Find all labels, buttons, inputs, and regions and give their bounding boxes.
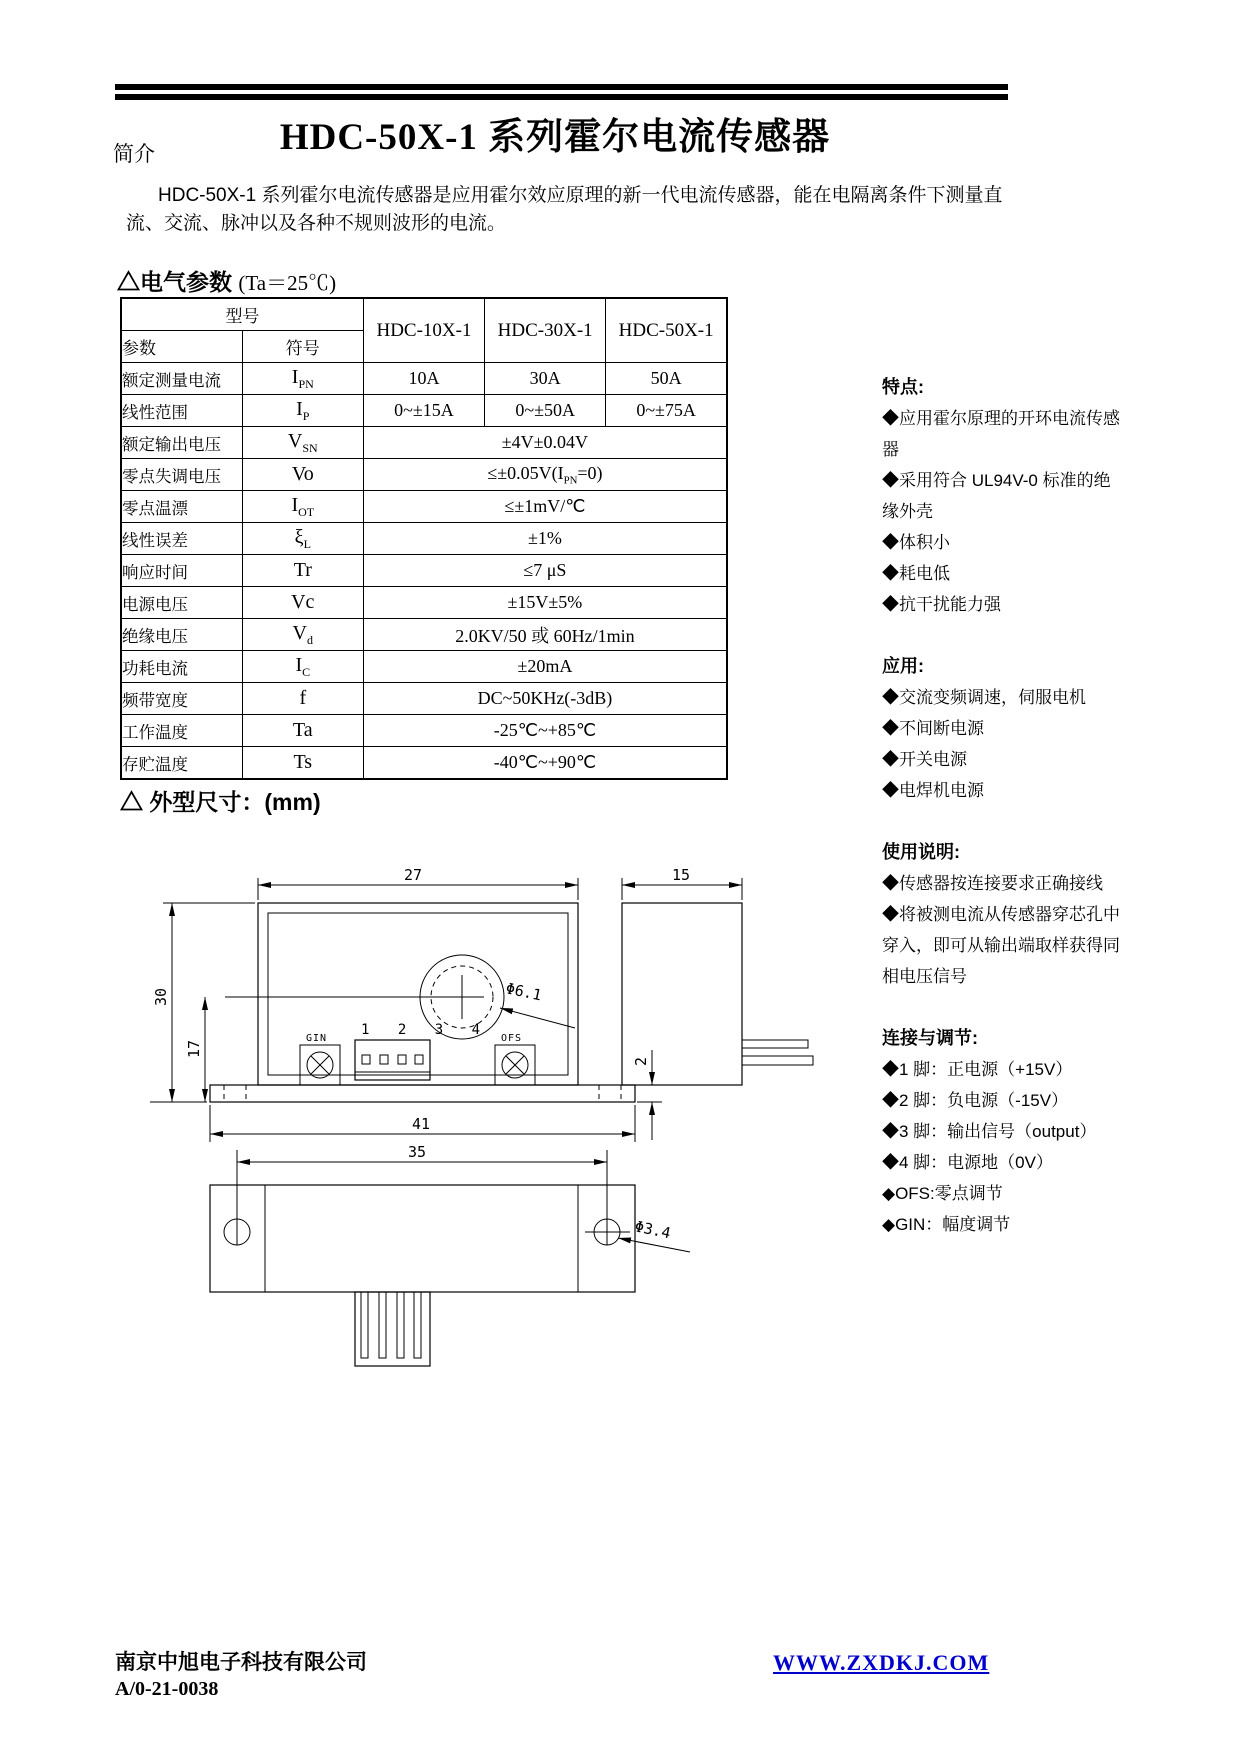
list-item: ◆OFS:零点调节 [882, 1184, 1003, 1203]
connection-section [882, 1023, 1124, 1240]
front-view [150, 866, 662, 1142]
param-name: 存贮温度 [121, 747, 242, 780]
applications-heading: 应用: [882, 656, 924, 676]
param-value: 10A [363, 363, 484, 395]
param-row [121, 587, 727, 619]
side-width-label: 15 [672, 866, 691, 884]
list-item: ◆电焊机电源 [882, 781, 984, 800]
corner-symbol-label: 符号 [242, 331, 363, 363]
param-value: ≤±1mV/℃ [363, 491, 727, 523]
param-value: 50A [606, 363, 727, 395]
param-symbol: f [242, 683, 363, 715]
param-name: 线性范围 [121, 395, 242, 427]
param-row [121, 459, 727, 491]
features-section [882, 372, 1124, 620]
corner-model-label: 型号 [121, 298, 363, 331]
param-symbol: $I_P$ [242, 395, 363, 427]
param-row [121, 715, 727, 747]
param-symbol: $I_{PN}$ [242, 363, 363, 395]
usage-section [882, 837, 1124, 992]
list-item: ◆1 脚：正电源（+15V） [882, 1060, 1073, 1079]
outline-dimensions-heading: △ 外型尺寸：(mm) [120, 789, 321, 815]
website-link[interactable]: WWW.ZXDKJ.COM [773, 1650, 990, 1675]
param-value: 0~±15A [363, 395, 484, 427]
pin-height-label: 17 [185, 1039, 203, 1058]
param-symbol: Ta [242, 715, 363, 747]
double-rule [115, 84, 1008, 100]
param-value: -25℃~+85℃ [363, 715, 727, 747]
bottom-view [210, 1143, 690, 1366]
connection-heading: 连接与调节: [882, 1028, 978, 1048]
param-row [121, 363, 727, 395]
param-symbol: $I_C$ [242, 651, 363, 683]
front-height-label: 30 [152, 987, 170, 1006]
list-item: ◆体积小 [882, 533, 950, 552]
param-value: 30A [485, 363, 606, 395]
param-symbol: $\xi_L$ [242, 523, 363, 555]
param-name: 额定测量电流 [121, 363, 242, 395]
param-symbol: Tr [242, 555, 363, 587]
side-view [622, 866, 813, 1085]
table-header-row-1 [121, 298, 727, 331]
features-list [882, 403, 1124, 620]
list-item: ◆应用霍尔原理的开环电流传感器 [882, 409, 1120, 459]
param-value: 2.0KV/50 或 60Hz/1min [363, 619, 727, 651]
flange-thickness-label: 2 [632, 1056, 650, 1066]
usage-list [882, 868, 1124, 992]
pin-numbers-label: 1 2 3 4 [361, 1022, 491, 1038]
applications-list [882, 682, 1124, 806]
model-column-header: HDC-50X-1 [606, 298, 727, 363]
page-title: HDC-50X-1 系列霍尔电流传感器 [279, 117, 831, 158]
list-item: ◆抗干扰能力强 [882, 595, 1001, 614]
sidebar [882, 372, 1124, 1271]
list-item: ◆传感器按连接要求正确接线 [882, 874, 1103, 893]
param-symbol: $I_{OT}$ [242, 491, 363, 523]
list-item: ◆耗电低 [882, 564, 950, 583]
param-symbol: $V_d$ [242, 619, 363, 651]
connection-list [882, 1054, 1124, 1240]
param-value: -40℃~+90℃ [363, 747, 727, 780]
param-row [121, 683, 727, 715]
param-value: ±1% [363, 523, 727, 555]
param-symbol: Vc [242, 587, 363, 619]
param-row [121, 491, 727, 523]
param-name: 零点温漂 [121, 491, 242, 523]
list-item: ◆2 脚：负电源（-15V） [882, 1091, 1069, 1110]
list-item: ◆4 脚：电源地（0V） [882, 1153, 1053, 1172]
param-row [121, 619, 727, 651]
param-name: 工作温度 [121, 715, 242, 747]
param-name: 响应时间 [121, 555, 242, 587]
param-row [121, 651, 727, 683]
intro-paragraph: HDC-50X-1 系列霍尔电流传感器是应用霍尔效应原理的新一代电流传感器，能在电隔离条件下测量直流、交流、脉冲以及各种不规则波形的电流。 [126, 185, 1003, 234]
outline-drawing [140, 860, 830, 1380]
param-row [121, 427, 727, 459]
document-number: A/0-21-0038 [115, 1678, 219, 1700]
mount-hole-diameter-label: Φ3.4 [633, 1217, 673, 1243]
param-value: DC~50KHz(-3dB) [363, 683, 727, 715]
list-item: ◆采用符合 UL94V-0 标准的绝缘外壳 [882, 471, 1111, 521]
param-value: $\le\pm 0.05V(I_{PN}=0)$ [363, 459, 727, 491]
intro-label: 简介 [113, 143, 155, 166]
list-item: ◆将被测电流从传感器穿芯孔中穿入，即可从输出端取样获得同相电压信号 [882, 905, 1120, 986]
front-width-label: 27 [404, 866, 423, 884]
param-name: 额定输出电压 [121, 427, 242, 459]
param-row [121, 395, 727, 427]
list-item: ◆不间断电源 [882, 719, 984, 738]
gin-label: GIN [306, 1033, 328, 1044]
param-name: 电源电压 [121, 587, 242, 619]
params-heading-condition: (Ta＝25℃) [238, 271, 337, 295]
param-value: ±15V±5% [363, 587, 727, 619]
hole-diameter-label: Φ6.1 [504, 979, 544, 1005]
electrical-params-heading [117, 264, 336, 297]
list-item: ◆开关电源 [882, 750, 967, 769]
param-value: ±4V±0.04V [363, 427, 727, 459]
param-symbol: Ts [242, 747, 363, 780]
list-item: ◆GIN：幅度调节 [882, 1215, 1011, 1234]
mount-span-label: 35 [408, 1143, 427, 1161]
model-column-header: HDC-10X-1 [363, 298, 484, 363]
list-item: ◆3 脚：输出信号（output） [882, 1122, 1097, 1141]
applications-section [882, 651, 1124, 806]
param-name: 频带宽度 [121, 683, 242, 715]
param-value: ±20mA [363, 651, 727, 683]
ofs-label: OFS [501, 1033, 523, 1044]
param-symbol: $V_{SN}$ [242, 427, 363, 459]
electrical-params-table [120, 297, 728, 780]
param-symbol: Vo [242, 459, 363, 491]
list-item: ◆交流变频调速，伺服电机 [882, 688, 1086, 707]
params-table-body [121, 298, 727, 779]
params-heading-title: △电气参数 [117, 269, 232, 295]
param-row [121, 523, 727, 555]
param-row [121, 555, 727, 587]
param-value: 0~±75A [606, 395, 727, 427]
param-name: 线性误差 [121, 523, 242, 555]
company-name: 南京中旭电子科技有限公司 [115, 1651, 367, 1674]
corner-param-label: 参数 [121, 331, 242, 363]
param-value: ≤7 μS [363, 555, 727, 587]
param-name: 绝缘电压 [121, 619, 242, 651]
base-width-label: 41 [412, 1115, 431, 1133]
usage-heading: 使用说明: [882, 842, 960, 862]
param-value: 0~±50A [485, 395, 606, 427]
features-heading: 特点: [882, 377, 924, 397]
param-name: 零点失调电压 [121, 459, 242, 491]
param-name: 功耗电流 [121, 651, 242, 683]
param-row [121, 747, 727, 780]
model-column-header: HDC-30X-1 [485, 298, 606, 363]
